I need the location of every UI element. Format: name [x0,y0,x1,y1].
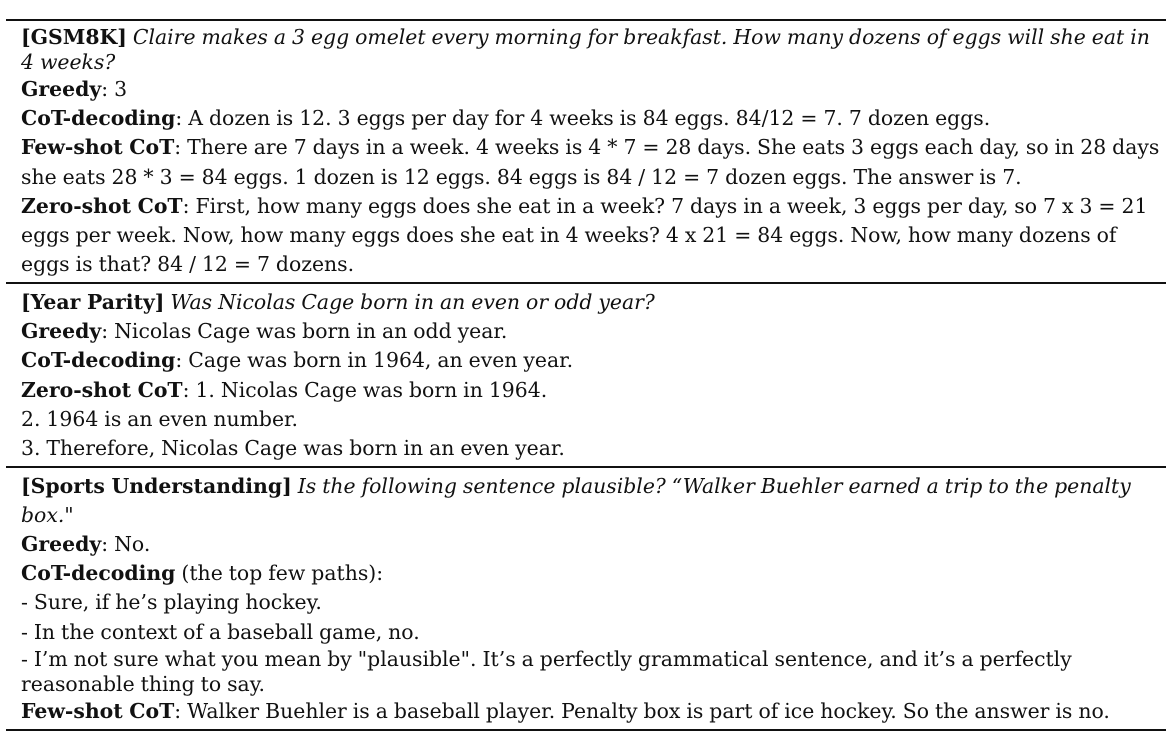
answer-row [21,559,1166,588]
answer-row [21,317,1166,346]
answer-text: Cage was born in 1964, an even year. [188,348,574,373]
question-line [21,472,1166,530]
label-separator: : [174,135,188,160]
answer-text: Walker Buehler is a baseball player. Penalty box is part of ice hockey. So the answer is no. [187,698,1110,723]
question-text: Claire makes a 3 egg omelet every morning for breakfast. How many dozens of eggs will she eat in 4 weeks? [21,25,1150,74]
task-tag: [Year Parity] [21,289,165,314]
answer-row [21,376,1166,405]
answer-row [21,75,1166,104]
answer-text: 2. 1964 is an even number. [21,406,299,431]
answer-row [21,434,1166,463]
method-label: Zero-shot CoT [21,377,183,402]
answer-text: There are 7 days in a week. 4 weeks is 4 * 7 = 28 days. She eats 3 eggs each day, so in 28 days she eats 28 * 3 = 84 eggs. 1 dozen is 12 eggs. 84 eggs is 84 / 12 = 7 dozen eggs. The answer is 7. [21,135,1160,189]
answer-row [21,104,1166,133]
task-tag: [Sports Understanding] [21,473,292,498]
answer-row [21,618,1166,647]
question-line [21,288,1166,317]
example-block-year-parity [6,284,1166,466]
method-label: CoT-decoding [21,561,176,586]
answer-row [21,405,1166,434]
examples-table [6,19,1166,731]
answer-text: A dozen is 12. 3 eggs per day for 4 weeks is 84 eggs. 84/12 = 7. 7 dozen eggs. [188,106,991,131]
answer-row [21,697,1166,726]
method-label: CoT-decoding [21,348,176,373]
label-separator: : [175,106,189,131]
method-label: Greedy [21,77,102,101]
method-label: Few-shot CoT [21,135,175,160]
answer-row [21,647,1166,697]
label-separator: : [101,532,115,557]
question-text: Was Nicolas Cage born in an even or odd year? [170,289,655,314]
answer-row [21,530,1166,559]
label-separator: : [175,348,189,373]
method-label: Zero-shot CoT [21,193,183,218]
answer-text: - I’m not sure what you mean by "plausible". It’s a perfectly grammatical sentence, and it’s a perfectly reasonable thing to say. [21,646,1072,696]
label-separator: : [182,377,196,402]
method-label: Greedy [21,319,102,344]
answer-text: 3. Therefore, Nicolas Cage was born in an even year. [21,435,565,460]
answer-text: (the top few paths): [181,561,384,586]
answer-text: - In the context of a baseball game, no. [21,619,420,644]
label-separator: : [101,319,115,344]
answer-row [21,588,1166,617]
label-separator: : [182,193,196,218]
answer-text: No. [114,532,151,557]
question-text: Is the following sentence plausible? “Walker Buehler earned a trip to the penalty box." [21,473,1131,527]
answer-text: Nicolas Cage was born in an odd year. [114,319,508,344]
label-separator: : [174,698,188,723]
example-block-sports-understanding [6,468,1166,729]
answer-text: 1. Nicolas Cage was born in 1964. [195,377,548,402]
answer-row [21,133,1166,191]
answer-row [21,192,1166,280]
answer-text: - Sure, if he’s playing hockey. [21,590,322,615]
method-label: Greedy [21,532,102,557]
example-block-gsm8k [6,21,1166,282]
answer-row [21,346,1166,375]
task-tag: [GSM8K] [21,25,127,49]
label-separator: : [101,77,115,101]
method-label: CoT-decoding [21,106,176,131]
method-label: Few-shot CoT [21,698,175,723]
answer-text: First, how many eggs does she eat in a week? 7 days in a week, 3 eggs per day, so 7 x 3 = 21 eggs per week. Now, how many eggs does she eat in 4 weeks? 4 x 21 = 84 eggs. Now, how many dozens of eggs is that? 84 / 12 = 7 dozens. [21,193,1148,277]
question-line [21,25,1166,75]
answer-text: 3 [114,77,128,101]
